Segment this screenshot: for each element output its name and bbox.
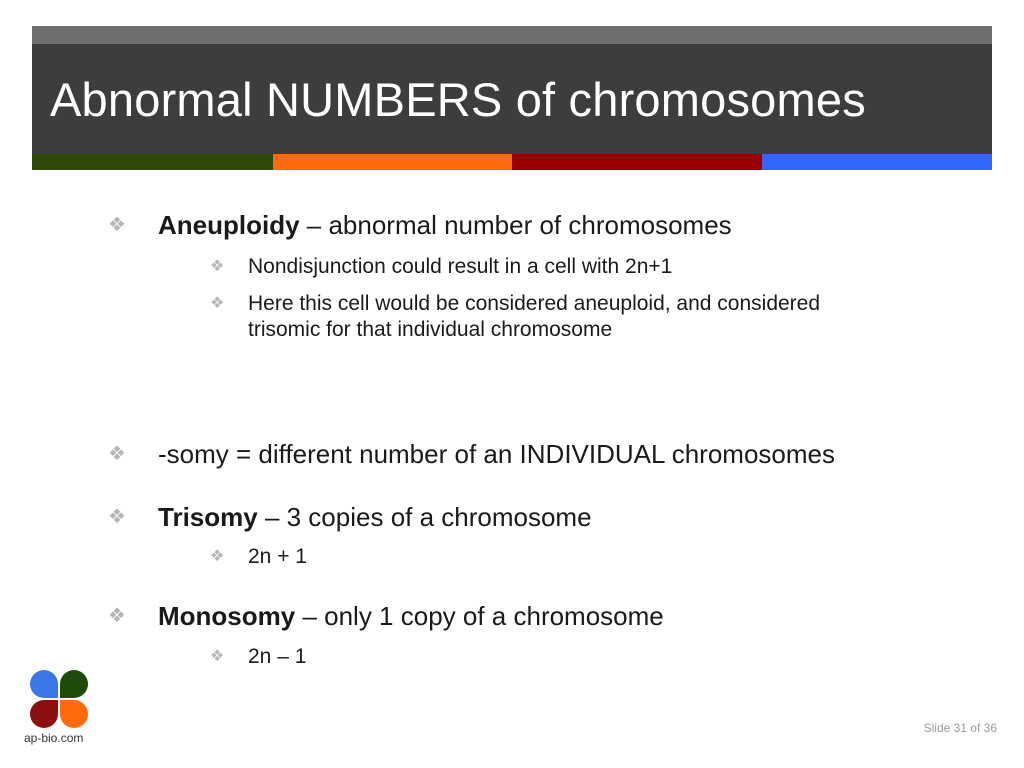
bullet-somy xyxy=(108,439,835,470)
sub-bullet-nondisjunction xyxy=(210,254,673,280)
accent-stripe-orange xyxy=(273,154,512,170)
diamond-bullet-icon: ❖ xyxy=(210,648,225,665)
diamond-bullet-icon: ❖ xyxy=(108,214,126,236)
title-top-band xyxy=(32,26,992,44)
bullet-text: – abnormal number of chromosomes xyxy=(299,210,732,240)
diamond-bullet-icon: ❖ xyxy=(210,548,225,565)
diamond-bullet-icon: ❖ xyxy=(108,506,126,528)
bullet-text: – 3 copies of a chromosome xyxy=(257,502,592,532)
sub-bullet-2n-plus-1 xyxy=(210,544,307,570)
bullet-monosomy xyxy=(108,601,664,632)
logo-petal-red xyxy=(30,700,58,728)
logo-text: ap-bio.com xyxy=(24,731,84,745)
sub-bullet-text: 2n + 1 xyxy=(248,545,307,568)
logo-petal-orange xyxy=(60,700,88,728)
bullet-term: Trisomy xyxy=(158,502,258,532)
bullet-term: Monosomy xyxy=(158,601,296,631)
bullet-aneuploidy xyxy=(108,210,732,241)
bullet-trisomy xyxy=(108,502,592,533)
sub-bullet-text: Nondisjunction could result in a cell with 2n+1 xyxy=(248,255,673,278)
diamond-bullet-icon: ❖ xyxy=(210,258,225,275)
slide-number: Slide 31 of 36 xyxy=(923,721,997,735)
sub-bullet-text-line2: trisomic for that individual chromosome xyxy=(248,318,613,341)
accent-stripe-red xyxy=(512,154,762,170)
sub-bullet-2n-minus-1 xyxy=(210,644,307,670)
accent-stripe-blue xyxy=(762,154,992,170)
logo-petal-blue xyxy=(30,670,58,698)
slide-title: Abnormal NUMBERS of chromosomes xyxy=(50,73,866,126)
diamond-bullet-icon: ❖ xyxy=(108,605,126,627)
sub-bullet-aneuploid-cell xyxy=(210,291,821,343)
diamond-bullet-icon: ❖ xyxy=(108,443,126,465)
bullet-term: Aneuploidy xyxy=(158,210,300,240)
bullet-text: – only 1 copy of a chromosome xyxy=(295,601,664,631)
logo-petal-green xyxy=(60,670,88,698)
sub-bullet-text: 2n – 1 xyxy=(248,645,307,668)
diamond-bullet-icon: ❖ xyxy=(210,295,225,312)
sub-bullet-text-line1: Here this cell would be considered aneuploid, and considered xyxy=(248,292,821,315)
accent-stripe-green xyxy=(32,154,273,170)
bullet-text: -somy = different number of an INDIVIDUAL chromosomes xyxy=(158,439,835,469)
ap-bio-logo-icon xyxy=(30,670,88,728)
